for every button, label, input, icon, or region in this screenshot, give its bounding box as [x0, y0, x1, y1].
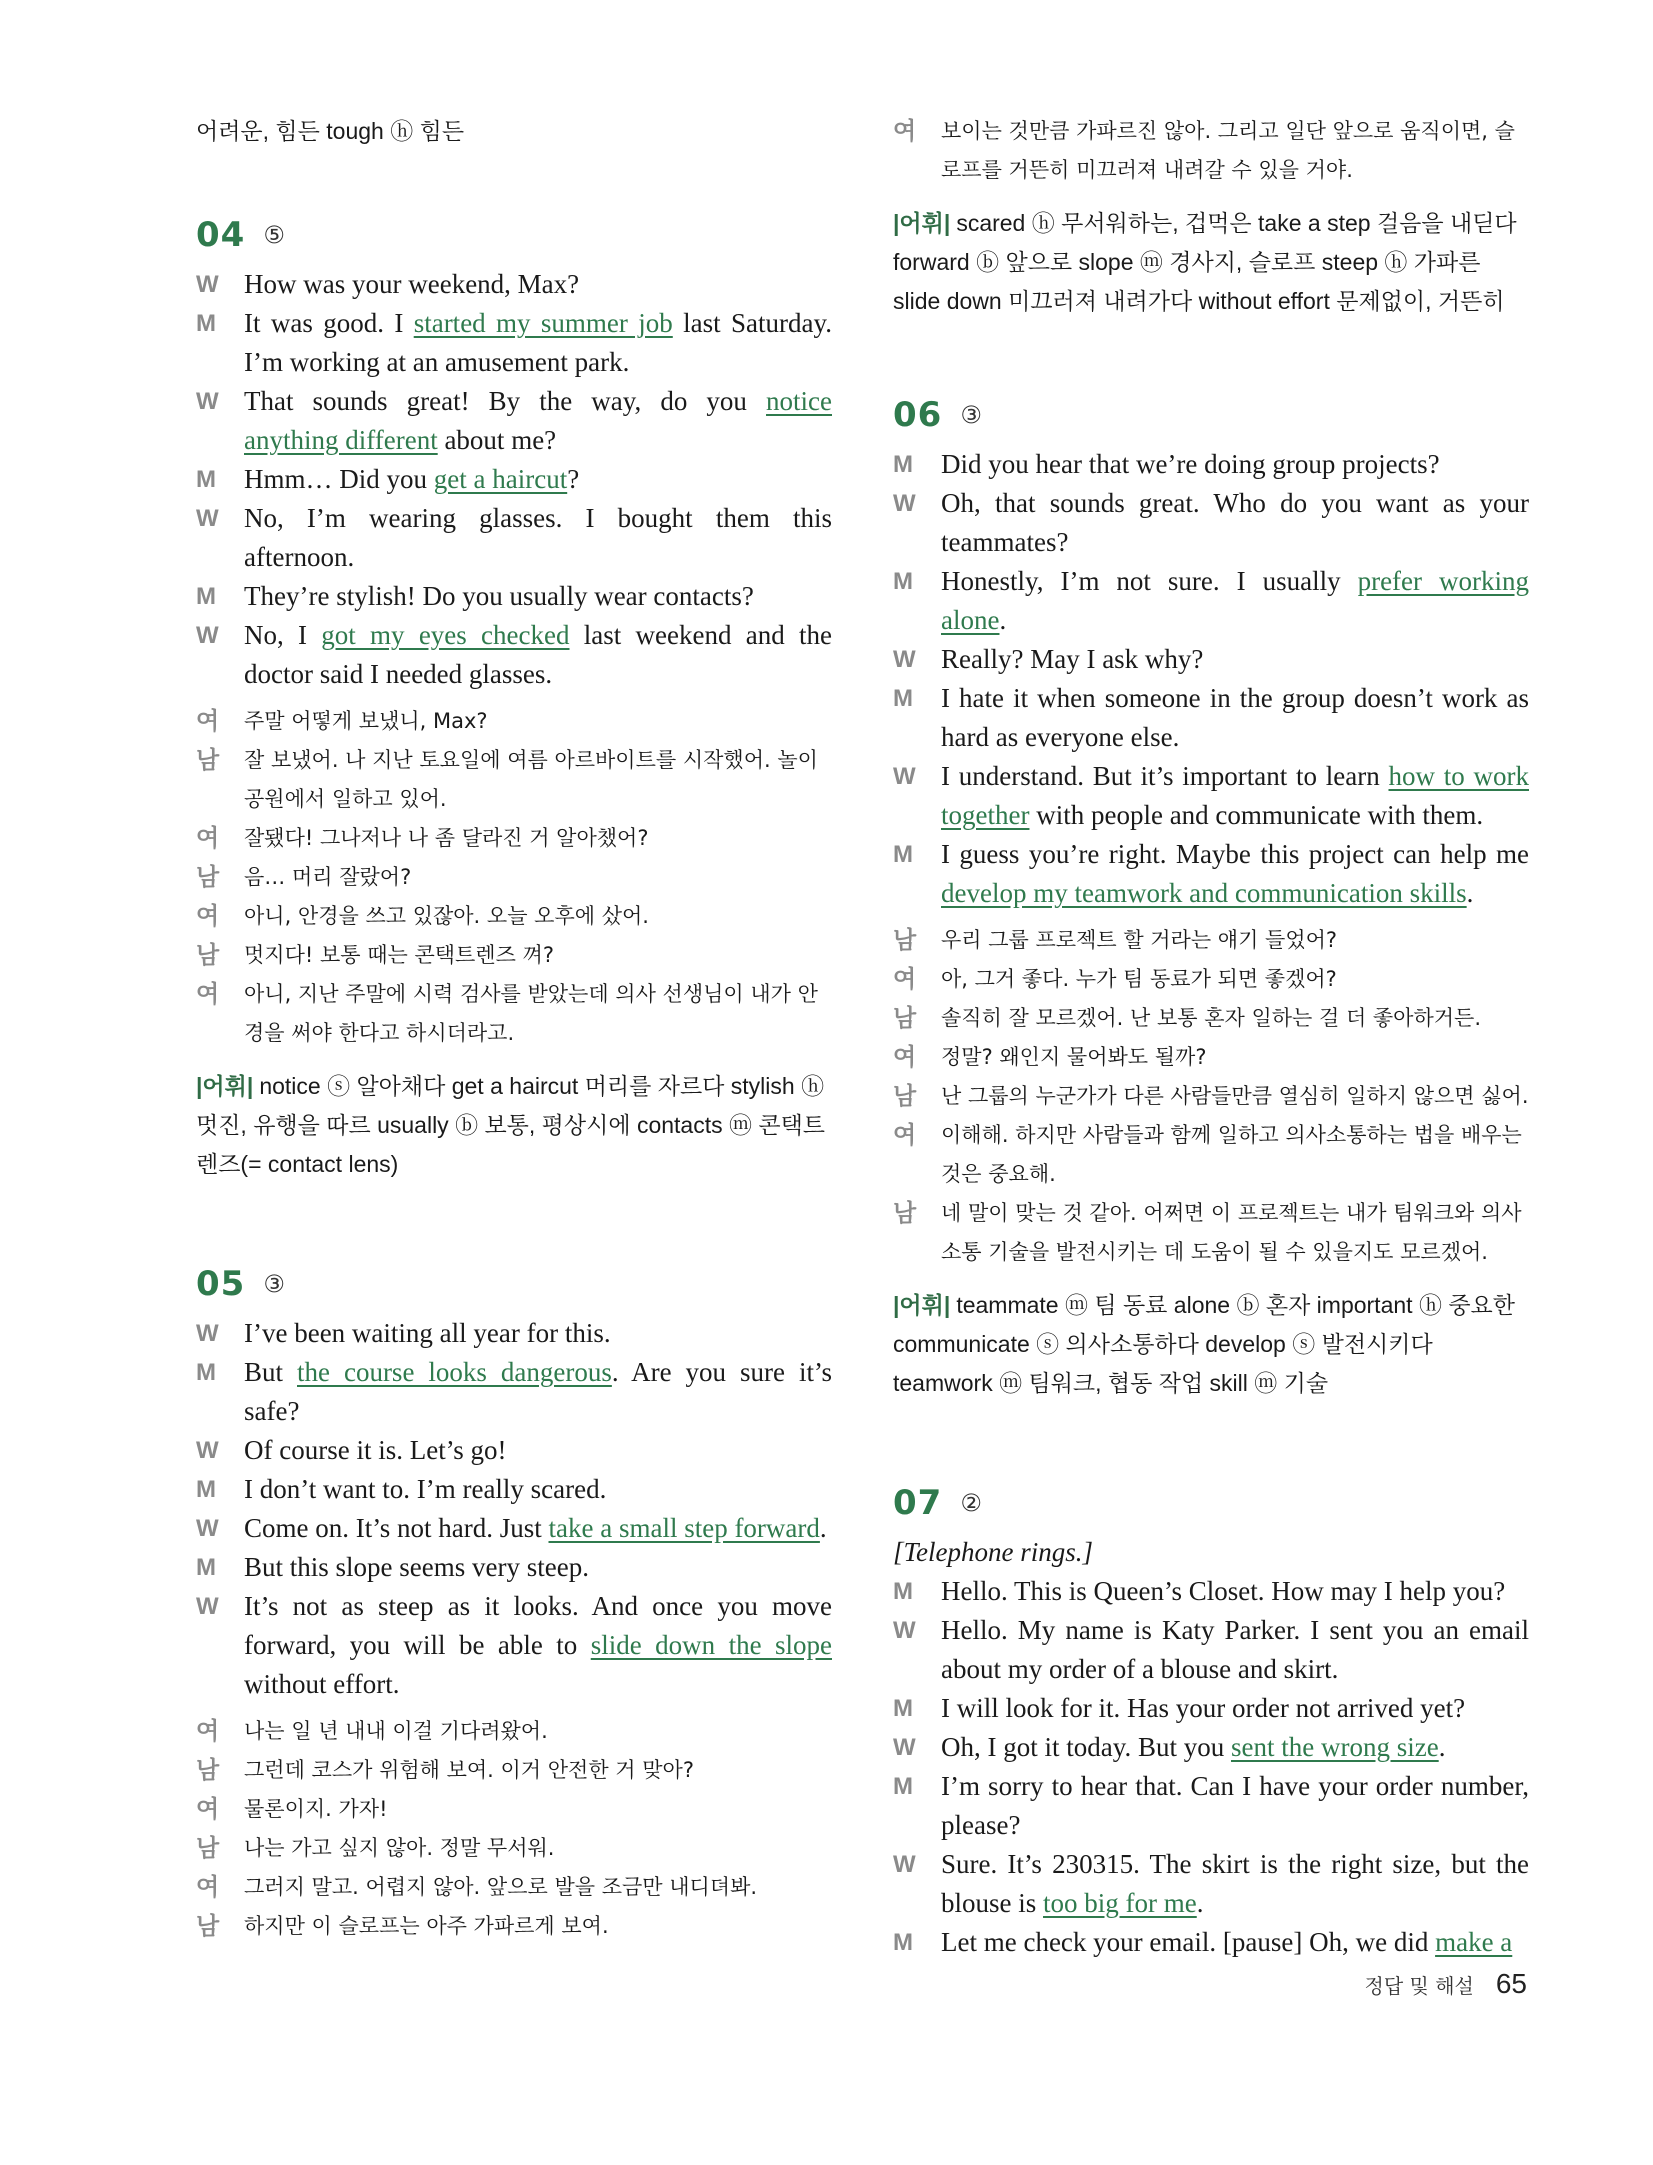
translation-line [893, 999, 1529, 1038]
line-text: I’m sorry to hear that. Can I have your order number, please? [941, 1771, 1529, 1840]
speaker: M [196, 583, 216, 610]
line-text: No, I’m wearing glasses. I bought them this afternoon. [244, 503, 832, 572]
line-text: I hate it when someone in the group doesn’t work as hard as everyone else. [941, 683, 1529, 752]
answer-mark: ③ [263, 1270, 285, 1298]
line-text: 우리 그룹 프로젝트 할 거라는 얘기 들었어? [941, 928, 1338, 952]
speaker: 여 [196, 825, 220, 852]
dialogue-line [196, 460, 832, 499]
speaker: 남 [893, 927, 917, 954]
korean-translation [196, 1712, 832, 1946]
line-text: Oh, that sounds great. Who do you want as your teammates? [941, 488, 1529, 557]
line-text: 이해해. 하지만 사람들과 함께 일하고 의사소통하는 법을 배우는 것은 중요해. [941, 1123, 1522, 1186]
dialogue-line [196, 1548, 832, 1587]
left-column [196, 112, 832, 1946]
line-text: 멋지다! 보통 때는 콘택트렌즈 껴? [244, 943, 554, 967]
speaker: W [196, 271, 219, 298]
line-text: Come on. It’s not hard. Just take a small step forward. [244, 1513, 827, 1543]
speaker: M [196, 310, 216, 337]
translation-line [893, 112, 1529, 190]
line-text: 정말? 왜인지 물어봐도 될까? [941, 1045, 1207, 1069]
speaker: 여 [893, 1044, 917, 1071]
line-text: 잘됐다! 그나저나 나 좀 달라진 거 알아챘어? [244, 826, 649, 850]
speaker: 여 [893, 1122, 917, 1149]
speaker: M [893, 1929, 913, 1956]
key-phrase: started my summer job [413, 308, 673, 338]
translation-line [196, 975, 832, 1053]
line-text: But this slope seems very steep. [244, 1552, 589, 1582]
english-dialogue [196, 265, 832, 694]
line-text: It’s not as steep as it looks. And once you move forward, you will be able to slide down the slope without effort. [244, 1591, 832, 1699]
key-phrase: sent the wrong size [1231, 1732, 1439, 1762]
line-text: 보이는 것만큼 가파르진 않아. 그리고 일단 앞으로 움직이면, 슬로프를 거뜬히 미끄러져 내려갈 수 있을 거야. [941, 119, 1515, 182]
section-07 [893, 1483, 1529, 1962]
line-text: Hello. This is Queen’s Closet. How may I help you? [941, 1576, 1506, 1606]
english-dialogue [893, 1572, 1529, 1962]
dialogue-line [196, 304, 832, 382]
line-text: 난 그룹의 누군가가 다른 사람들만큼 열심히 일하지 않으면 싫어. [941, 1084, 1529, 1108]
key-phrase: make a [1435, 1927, 1513, 1957]
top-vocab-line: 어려운, 힘든 tough ⓗ 힘든 [196, 118, 465, 144]
vocab-text: notice ⓢ 알아채다 get a haircut 머리를 자르다 stylish ⓗ 멋진, 유행을 따르 usually ⓑ 보통, 평상시에 contacts ⓜ 콘택트렌즈(= contact lens) [196, 1073, 826, 1177]
speaker: M [893, 451, 913, 478]
translation-line [196, 897, 832, 936]
dialogue-line [893, 562, 1529, 640]
translation-line [196, 702, 832, 741]
key-phrase: prefer working alone [941, 566, 1529, 635]
dialogue-line [893, 757, 1529, 835]
key-phrase: got my eyes checked [321, 620, 570, 650]
dialogue-line [893, 1923, 1529, 1962]
line-text: Sure. It’s 230315. The skirt is the right size, but the blouse is too big for me. [941, 1849, 1529, 1918]
translation-line [196, 819, 832, 858]
key-phrase: slide down the slope [590, 1630, 832, 1660]
line-text: How was your weekend, Max? [244, 269, 580, 299]
dialogue-line [893, 1728, 1529, 1767]
section-header [893, 395, 1529, 435]
translation-line [893, 1194, 1529, 1272]
translation-line [893, 1038, 1529, 1077]
line-text: 주말 어떻게 보냈니, Max? [244, 709, 488, 733]
answer-mark: ② [960, 1489, 982, 1517]
key-phrase: how to work together [941, 761, 1529, 830]
vocab-tag: |어휘| [196, 1073, 254, 1099]
line-text: It was good. I started my summer job last Saturday. I’m working at an amusement park. [244, 308, 832, 377]
speaker: M [893, 1578, 913, 1605]
dialogue-line [196, 1314, 832, 1353]
speaker: 여 [196, 708, 220, 735]
dialogue-line [196, 1587, 832, 1704]
page-number: 65 [1495, 1968, 1527, 1999]
line-text: 나는 가고 싶지 않아. 정말 무서워. [244, 1836, 555, 1860]
section-number: 07 [893, 1483, 943, 1523]
speaker: M [893, 685, 913, 712]
dialogue-line [196, 577, 832, 616]
speaker: M [196, 1476, 216, 1503]
section-number: 04 [196, 215, 246, 255]
speaker: 남 [893, 1083, 917, 1110]
speaker: W [196, 622, 219, 649]
line-text: That sounds great! By the way, do you notice anything different about me? [244, 386, 832, 455]
speaker: M [893, 841, 913, 868]
speaker: M [196, 1359, 216, 1386]
line-text: Really? May I ask why? [941, 644, 1204, 674]
translation-line [196, 936, 832, 975]
speaker: M [893, 1695, 913, 1722]
speaker: 남 [196, 1757, 220, 1784]
dialogue-line [196, 1509, 832, 1548]
dialogue-line [893, 835, 1529, 913]
translation-line [196, 1712, 832, 1751]
vocab-tag: |어휘| [893, 1292, 951, 1318]
line-text: 음… 머리 잘랐어? [244, 865, 412, 889]
dialogue-line [196, 1431, 832, 1470]
speaker: W [196, 505, 219, 532]
dialogue-line [196, 382, 832, 460]
key-phrase: develop my teamwork and communication skills [941, 878, 1467, 908]
line-text: Hmm… Did you get a haircut? [244, 464, 580, 494]
answer-mark: ⑤ [263, 221, 285, 249]
translation-line [196, 1790, 832, 1829]
dialogue-line [893, 679, 1529, 757]
dialogue-line [893, 1689, 1529, 1728]
speaker: M [196, 1554, 216, 1581]
section-06 [893, 395, 1529, 1403]
line-text: I guess you’re right. Maybe this project can help me develop my teamwork and communication skills. [941, 839, 1529, 908]
translation-line [893, 1116, 1529, 1194]
translation-line [196, 1907, 832, 1946]
speaker: W [893, 1851, 916, 1878]
speaker: W [893, 1734, 916, 1761]
speaker: W [893, 1617, 916, 1644]
line-text: I don’t want to. I’m really scared. [244, 1474, 607, 1504]
line-text: 잘 보냈어. 나 지난 토요일에 여름 아르바이트를 시작했어. 놀이공원에서 일하고 있어. [244, 748, 818, 811]
page-footer [1365, 1968, 1527, 2000]
english-dialogue [196, 1314, 832, 1704]
line-text: Oh, I got it today. But you sent the wrong size. [941, 1732, 1446, 1762]
translation-line [196, 1751, 832, 1790]
right-column [893, 112, 1529, 1962]
dialogue-line [893, 1611, 1529, 1689]
speaker: 여 [196, 903, 220, 930]
speaker: 여 [893, 966, 917, 993]
line-text: 하지만 이 슬로프는 아주 가파르게 보여. [244, 1914, 609, 1938]
vocabulary-note [196, 1067, 832, 1184]
dialogue-line [196, 499, 832, 577]
line-text: Of course it is. Let’s go! [244, 1435, 507, 1465]
dialogue-line [196, 265, 832, 304]
speaker: W [893, 646, 916, 673]
line-text: But the course looks dangerous. Are you sure it’s safe? [244, 1357, 832, 1426]
speaker: W [196, 1437, 219, 1464]
speaker: W [893, 490, 916, 517]
english-dialogue [893, 445, 1529, 913]
speaker: W [196, 1320, 219, 1347]
line-text: 네 말이 맞는 것 같아. 어쩌면 이 프로젝트는 내가 팀워크와 의사소통 기술을 발전시키는 데 도움이 될 수 있을지도 모르겠어. [941, 1201, 1522, 1264]
translation-line [196, 1829, 832, 1868]
speaker: 여 [196, 981, 220, 1008]
dialogue-line [893, 1572, 1529, 1611]
section-header [893, 1483, 1529, 1523]
korean-translation [196, 702, 832, 1053]
dialogue-line [893, 484, 1529, 562]
korean-translation [893, 921, 1529, 1272]
line-text: They’re stylish! Do you usually wear contacts? [244, 581, 754, 611]
dialogue-line [893, 1767, 1529, 1845]
dialogue-line [196, 616, 832, 694]
translation-line [196, 741, 832, 819]
line-text: 물론이지. 가자! [244, 1797, 388, 1821]
speaker: 남 [893, 1005, 917, 1032]
footer-label: 정답 및 해설 [1364, 1974, 1474, 1998]
speaker: 남 [196, 864, 220, 891]
key-phrase: notice anything different [244, 386, 832, 455]
section-header [196, 1264, 832, 1304]
dialogue-line [893, 445, 1529, 484]
stage-direction: [Telephone rings.] [893, 1537, 1094, 1567]
translation-line [893, 960, 1529, 999]
line-text: 아, 그거 좋다. 누가 팀 동료가 되면 좋겠어? [941, 967, 1337, 991]
speaker: 남 [893, 1200, 917, 1227]
translation-line [196, 1868, 832, 1907]
line-text: 나는 일 년 내내 이걸 기다려왔어. [244, 1719, 548, 1743]
vocabulary-note [893, 204, 1529, 321]
speaker: M [893, 568, 913, 595]
translation-line [893, 1077, 1529, 1116]
vocab-tag: |어휘| [893, 210, 951, 236]
key-phrase: take a small step forward [548, 1513, 820, 1543]
dialogue-line [196, 1353, 832, 1431]
line-text: I will look for it. Has your order not arrived yet? [941, 1693, 1466, 1723]
speaker: 여 [196, 1796, 220, 1823]
speaker: W [893, 763, 916, 790]
vocab-text: teammate ⓜ 팀 동료 alone ⓑ 혼자 important ⓗ 중요한 communicate ⓢ 의사소통하다 develop ⓢ 발전시키다 teamwork ⓜ 팀워크, 협동 작업 skill ⓜ 기술 [893, 1292, 1515, 1396]
line-text: I’ve been waiting all year for this. [244, 1318, 611, 1348]
speaker: W [196, 388, 219, 415]
speaker: 여 [893, 118, 917, 145]
speaker: 남 [196, 1835, 220, 1862]
section-05 [196, 1264, 832, 1946]
section-header [196, 215, 832, 255]
section-05-continued [893, 112, 1529, 321]
line-text: 솔직히 잘 모르겠어. 난 보통 혼자 일하는 걸 더 좋아하거든. [941, 1006, 1482, 1030]
answer-mark: ③ [960, 401, 982, 429]
speaker: 여 [196, 1874, 220, 1901]
vocabulary-note [893, 1286, 1529, 1403]
speaker: 남 [196, 1913, 220, 1940]
speaker: M [196, 466, 216, 493]
dialogue-line [893, 640, 1529, 679]
line-text: I understand. But it’s important to learn how to work together with people and communicate with them. [941, 761, 1529, 830]
dialogue-line [893, 1845, 1529, 1923]
speaker: 여 [196, 1718, 220, 1745]
line-text: 그러지 말고. 어렵지 않아. 앞으로 발을 조금만 내디뎌봐. [244, 1875, 758, 1899]
line-text: No, I got my eyes checked last weekend and the doctor said I needed glasses. [244, 620, 832, 689]
speaker: W [196, 1593, 219, 1620]
line-text: 아니, 지난 주말에 시력 검사를 받았는데 의사 선생님이 내가 안경을 써야 한다고 하시더라고. [244, 982, 818, 1045]
translation-line [196, 858, 832, 897]
dialogue-line [196, 1470, 832, 1509]
section-number: 06 [893, 395, 943, 435]
speaker: W [196, 1515, 219, 1542]
speaker: M [893, 1773, 913, 1800]
key-phrase: too big for me [1043, 1888, 1197, 1918]
key-phrase: the course looks dangerous [297, 1357, 612, 1387]
speaker: 남 [196, 942, 220, 969]
line-text: 그런데 코스가 위험해 보여. 이거 안전한 거 맞아? [244, 1758, 694, 1782]
line-text: 아니, 안경을 쓰고 있잖아. 오늘 오후에 샀어. [244, 904, 649, 928]
speaker: 남 [196, 747, 220, 774]
line-text: Hello. My name is Katy Parker. I sent you an email about my order of a blouse and skirt. [941, 1615, 1529, 1684]
section-number: 05 [196, 1264, 246, 1304]
key-phrase: get a haircut [433, 464, 568, 494]
section-04 [196, 215, 832, 1184]
translation-line [893, 921, 1529, 960]
line-text: Did you hear that we’re doing group projects? [941, 449, 1440, 479]
vocab-text: scared ⓗ 무서워하는, 겁먹은 take a step 걸음을 내딛다 forward ⓑ 앞으로 slope ⓜ 경사지, 슬로프 steep ⓗ 가파른 slide down 미끄러져 내려가다 without effort 문제없이, 거뜬히 [893, 210, 1517, 314]
line-text: Honestly, I’m not sure. I usually prefer working alone. [941, 566, 1529, 635]
line-text: Let me check your email. [pause] Oh, we did make a [941, 1927, 1513, 1957]
